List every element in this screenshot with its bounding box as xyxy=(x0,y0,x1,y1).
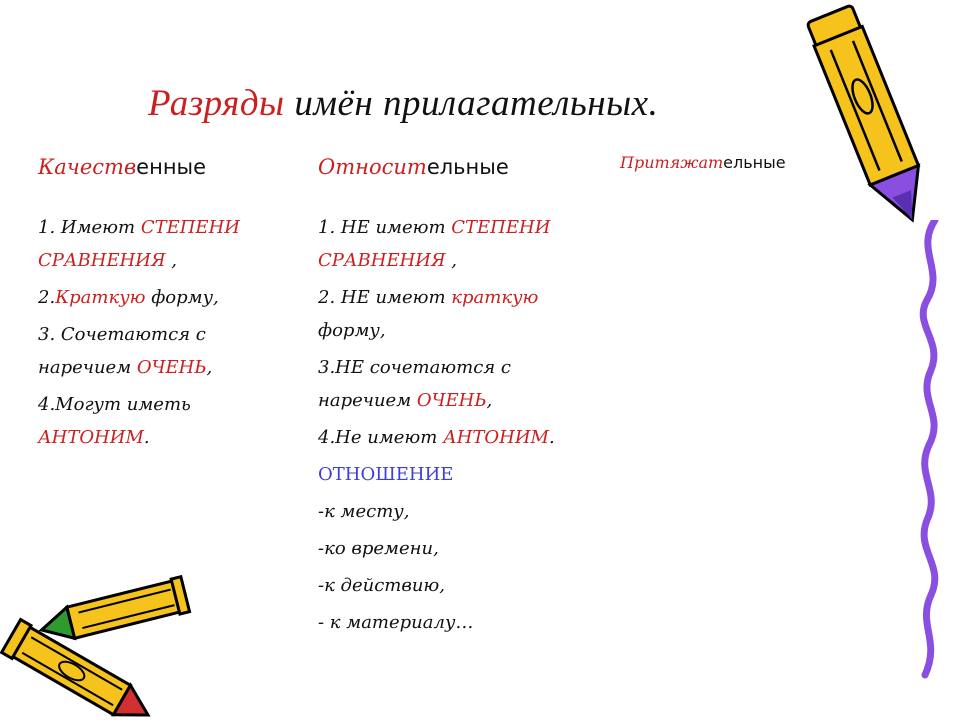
item-text: 4.Могут иметь xyxy=(38,394,191,415)
item-text: форму, xyxy=(145,287,219,308)
heading-part-highlight: Притяжат xyxy=(620,153,724,172)
item-text: , xyxy=(486,390,493,411)
item-text: 2. xyxy=(38,287,56,308)
heading-part-rest: ельные xyxy=(723,153,786,172)
list-item xyxy=(38,318,273,384)
highlight-term: Краткую xyxy=(55,287,146,308)
item-text: , xyxy=(206,357,213,378)
list-item xyxy=(318,495,588,528)
title-rest: имён прилагательных. xyxy=(284,83,659,124)
highlight-term: АНТОНИМ xyxy=(38,427,144,448)
item-text: 2. НЕ имеют xyxy=(318,287,452,308)
highlight-term: АНТОНИМ xyxy=(443,427,549,448)
item-text: -к месту, xyxy=(318,501,410,522)
column-relative xyxy=(318,155,555,633)
item-text: 3.НЕ сочетаются с наречием xyxy=(318,357,512,411)
wavy-line-decoration xyxy=(905,220,955,680)
heading-part-highlight: Качеств xyxy=(38,155,137,179)
item-text: . xyxy=(548,427,555,448)
page-title xyxy=(148,82,658,125)
item-text: , xyxy=(165,250,177,271)
list-item xyxy=(38,388,273,454)
highlight-term: СТЕПЕНИ СРАВНЕНИЯ xyxy=(318,217,551,271)
item-text: 4.Не имеют xyxy=(318,427,444,448)
list-item xyxy=(318,281,588,347)
crayon-pair-icon xyxy=(0,575,200,720)
item-text: -ко времени, xyxy=(318,538,439,559)
highlight-term: краткую xyxy=(451,287,539,308)
column-heading-relative xyxy=(318,155,509,185)
highlight-term: ОЧЕНЬ xyxy=(416,390,487,411)
list-item xyxy=(318,351,588,417)
list-item xyxy=(318,421,588,454)
list-item xyxy=(318,211,588,277)
heading-part-rest: ельные xyxy=(426,155,509,179)
column-heading-possessive xyxy=(620,153,786,183)
list-item xyxy=(318,606,588,639)
list-item xyxy=(318,458,588,491)
item-text: форму, xyxy=(318,320,386,341)
column-possessive xyxy=(620,153,786,183)
list-item xyxy=(38,211,273,277)
item-text: , xyxy=(445,250,457,271)
item-text: 1. НЕ имеют xyxy=(318,217,452,238)
item-text: 1. Имеют xyxy=(38,217,141,238)
column-qualitative xyxy=(38,155,240,448)
item-list-qualitative xyxy=(38,211,273,458)
category-label: ОТНОШЕНИЕ xyxy=(318,464,454,485)
list-item xyxy=(38,281,273,314)
pencil-icon xyxy=(800,0,940,230)
heading-part-highlight: Относит xyxy=(318,155,427,179)
item-text: -к действию, xyxy=(318,575,445,596)
item-text: - к материалу… xyxy=(318,612,474,633)
item-text: . xyxy=(143,427,150,448)
column-heading-qualitative xyxy=(38,155,206,185)
item-list-relative xyxy=(318,211,588,643)
highlight-term: ОЧЕНЬ xyxy=(136,357,207,378)
list-item xyxy=(318,569,588,602)
highlight-term: СТЕПЕНИ СРАВНЕНИЯ xyxy=(38,217,240,271)
heading-part-rest: енные xyxy=(136,155,207,179)
title-highlight: Разряды xyxy=(148,83,285,124)
item-text: 3. Сочетаются с наречием xyxy=(38,324,206,378)
list-item xyxy=(318,532,588,565)
